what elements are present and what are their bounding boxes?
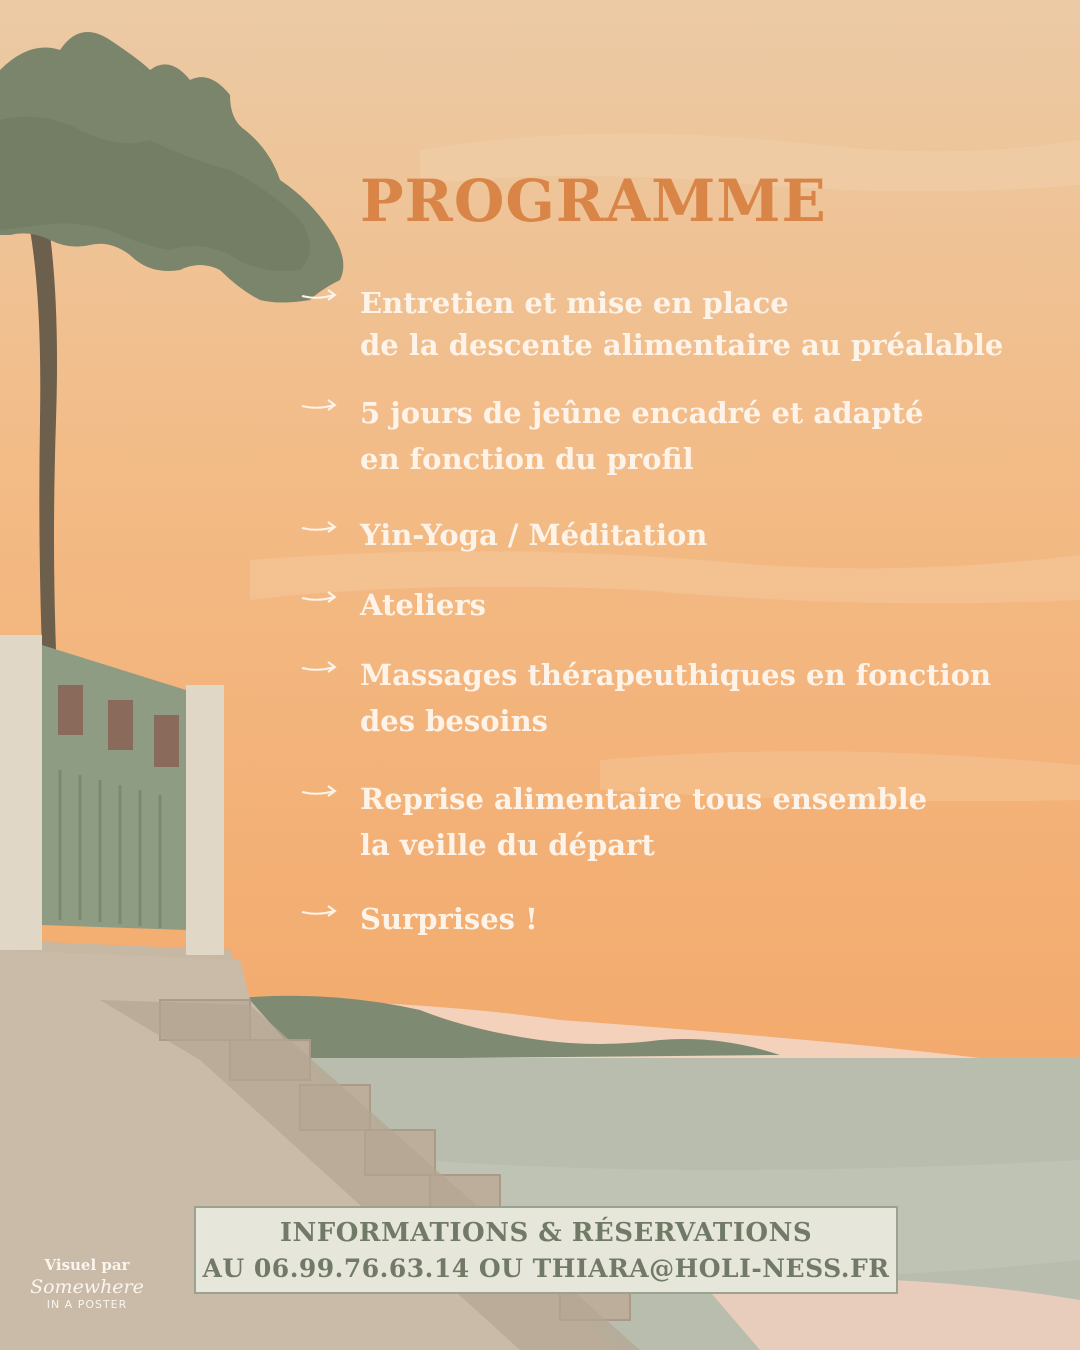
arrow-right-icon: [300, 284, 342, 306]
contact-details: AU 06.99.76.63.14 OU THIARA@HOLI-NESS.FR: [202, 1254, 890, 1283]
arrow-right-icon: [300, 394, 342, 416]
credit-brand: Somewhere: [30, 1276, 144, 1298]
page-title: PROGRAMME: [360, 167, 827, 235]
credit-logo: [22, 1256, 152, 1311]
item-text: Entretien et mise en place de la descente alimentaire au préalable: [360, 286, 1004, 363]
info-title: INFORMATIONS & RÉSERVATIONS: [279, 1218, 813, 1248]
item-text: Massages thérapeuthiques en fonction des besoins: [360, 658, 992, 739]
item-text: Reprise alimentaire tous ensemble la veille du départ: [360, 782, 928, 863]
item-text: Ateliers: [360, 588, 486, 622]
credit-sub: IN A POSTER: [46, 1298, 128, 1311]
arrow-right-icon: [300, 900, 342, 922]
info-box: [194, 1206, 898, 1294]
item-text: 5 jours de jeûne encadré et adapté en fonction du profil: [360, 396, 924, 477]
credit-label: Visuel par: [44, 1256, 130, 1274]
item-text: Yin-Yoga / Méditation: [360, 518, 708, 552]
arrow-right-icon: [300, 656, 342, 678]
item-text: Surprises !: [360, 902, 538, 936]
arrow-right-icon: [300, 780, 342, 802]
arrow-right-icon: [300, 586, 342, 608]
arrow-right-icon: [300, 516, 342, 538]
